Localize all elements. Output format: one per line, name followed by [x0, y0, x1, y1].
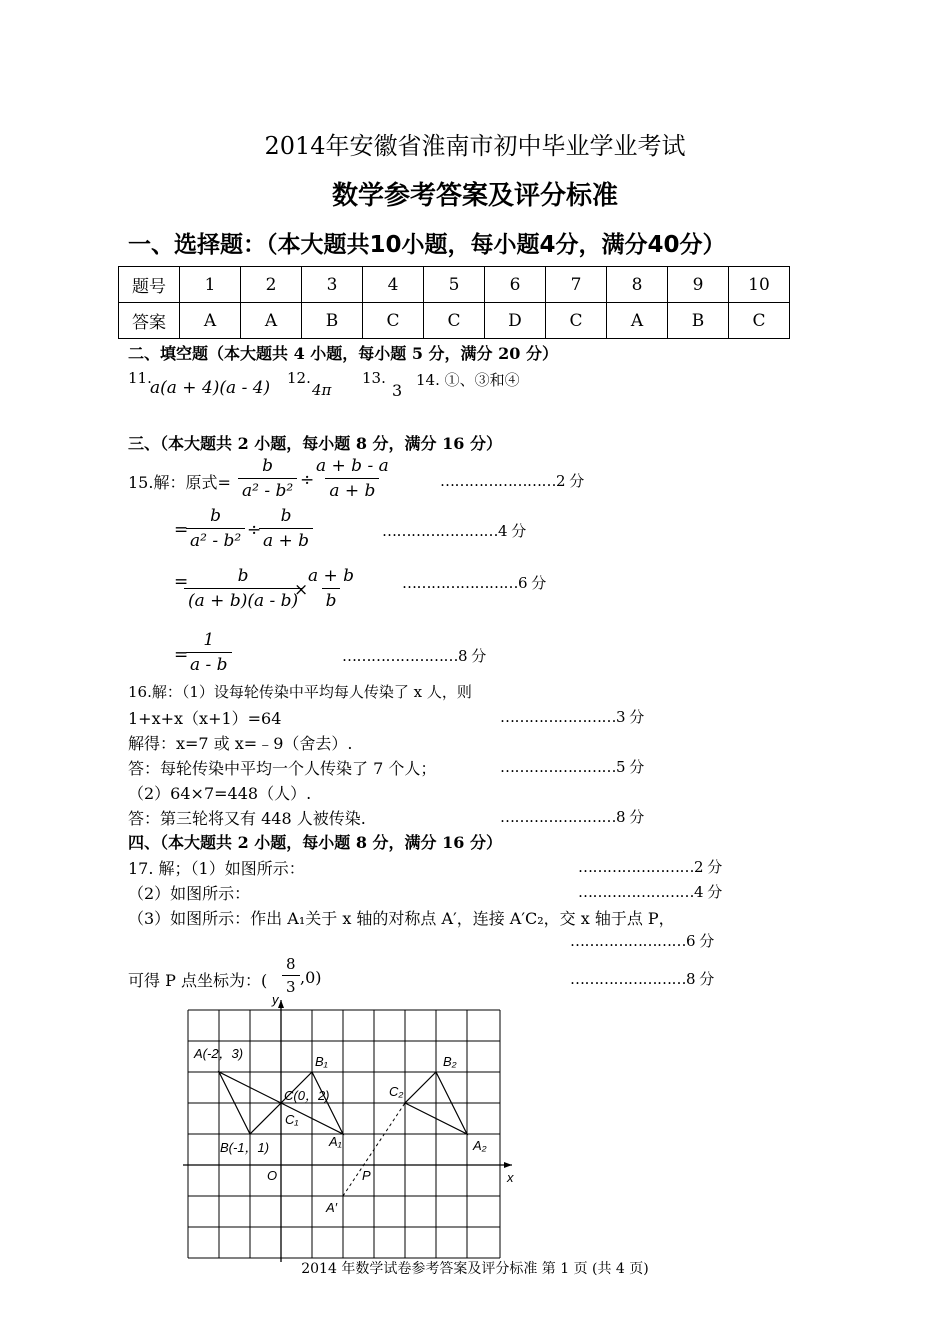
q15-score3: ……………………6 分 [402, 574, 546, 592]
question-number: 3 [302, 267, 363, 303]
q16-score-c: ……………………8 分 [500, 808, 644, 826]
answer-cell: C [363, 303, 424, 339]
q17-line2: （2）如图所示： [128, 884, 251, 903]
section1-heading: 一、选择题：（本大题共10小题，每小题4分，满分40分） [128, 232, 726, 258]
q12-label: 12. [287, 369, 311, 387]
point-c-label: C(0，2) [284, 1088, 330, 1103]
denominator: (a + b)(a - b) [184, 588, 302, 611]
q15-score4: ……………………8 分 [342, 647, 486, 665]
q16-line4: 答：每轮传染中平均一个人传染了 7 个人； [128, 759, 437, 778]
point-b1-label: B₁ [315, 1054, 328, 1069]
answer-cell: A [607, 303, 668, 339]
score-text: 3 分 [616, 708, 644, 726]
q15-score2: ……………………4 分 [382, 522, 526, 540]
point-p-label: P [362, 1168, 371, 1183]
answer-row [119, 303, 790, 339]
score-text: 8 分 [458, 647, 486, 665]
q17-score-d: ……………………8 分 [570, 970, 714, 988]
answer-cell: A [180, 303, 241, 339]
section2-heading: 二、填空题（本大题共 4 小题，每小题 5 分，满分 20 分） [128, 344, 558, 363]
denominator: a² - b² [238, 478, 297, 501]
q16-score-a: ……………………3 分 [500, 708, 644, 726]
question-number: 4 [363, 267, 424, 303]
denominator: a² - b² [186, 528, 245, 551]
q13-label: 13. [362, 369, 386, 387]
q15-score1: ……………………2 分 [440, 472, 584, 490]
q16-line1: 16.解：（1）设每轮传染中平均每人传染了 x 人，则 [128, 683, 472, 701]
origin-label: O [267, 1168, 278, 1183]
q16-line2: 1+x+x（x+1）=64 [128, 709, 282, 728]
q15-intro: 15.解：原式= [128, 473, 231, 492]
denominator: a - b [186, 652, 232, 675]
q16-line6: 答：第三轮将又有 448 人被传染. [128, 809, 366, 828]
point-a2-label: A₂ [473, 1138, 487, 1153]
q17-line1: 17. 解；（1）如图所示： [128, 859, 305, 878]
q17-score-c: ……………………6 分 [570, 932, 714, 950]
q15-l4-frac1 [186, 630, 232, 675]
numerator: 1 [203, 630, 215, 650]
page-footer: 2014 年数学试卷参考答案及评分标准 第 1 页 (共 4 页) [301, 1261, 649, 1277]
q14-answer: 14. ①、③和④ [416, 371, 520, 389]
q15-l3-frac1 [184, 566, 302, 611]
question-number: 2 [241, 267, 302, 303]
q17-score-b: ……………………4 分 [578, 883, 722, 901]
row-label-answer: 答案 [119, 303, 180, 339]
q17-line4-suffix: ,0) [300, 968, 322, 987]
answer-cell: C [546, 303, 607, 339]
answer-cell: C [729, 303, 790, 339]
x-arrow-icon [504, 1162, 512, 1168]
score-text: 5 分 [616, 758, 644, 776]
point-a-label: A(-2，3) [194, 1046, 244, 1061]
numerator: b [262, 456, 274, 476]
x-axis-label: x [507, 1170, 514, 1185]
denominator: b [322, 588, 341, 611]
score-text: 6 分 [686, 932, 714, 950]
score-text: 2 分 [556, 472, 584, 490]
q15-l2-frac1 [186, 506, 245, 551]
section3-heading: 三、（本大题共 2 小题，每小题 8 分，满分 16 分） [128, 434, 502, 453]
q17-score-a: ……………………2 分 [578, 858, 722, 876]
q17-line4-prefix: 可得 P 点坐标为：( [128, 971, 268, 990]
q12-answer: 4π [312, 381, 332, 399]
y-axis-label: y [272, 992, 279, 1007]
answer-cell: C [424, 303, 485, 339]
question-number: 6 [485, 267, 546, 303]
q15-l2-frac2 [259, 506, 313, 551]
equals-sign: = [174, 645, 189, 665]
q11-answer: a(a + 4)(a - 4) [150, 378, 271, 398]
section4-heading: 四、（本大题共 2 小题，每小题 8 分，满分 16 分） [128, 833, 502, 852]
answer-cell: A [241, 303, 302, 339]
numerator: b [237, 566, 249, 586]
q15-l1-frac1 [238, 456, 297, 501]
axes [183, 1000, 512, 1262]
q15-l3-frac2 [304, 566, 358, 611]
q16-line5: （2）64×7=448（人）. [128, 784, 312, 803]
score-text: 4 分 [498, 522, 526, 540]
question-number: 1 [180, 267, 241, 303]
question-number: 5 [424, 267, 485, 303]
q13-answer: 3 [392, 381, 403, 400]
numerator: a + b - a [316, 456, 389, 476]
question-number: 7 [546, 267, 607, 303]
answer-key-title: 数学参考答案及评分标准 [331, 181, 618, 211]
y-arrow-icon [278, 1000, 284, 1008]
point-b2-label: B₂ [443, 1054, 457, 1069]
q16-score-b: ……………………5 分 [500, 758, 644, 776]
coordinate-figure [180, 990, 520, 1265]
question-number: 10 [729, 267, 790, 303]
denominator: a + b [259, 528, 313, 551]
divide-op: ÷ [247, 520, 262, 540]
question-number: 8 [607, 267, 668, 303]
question-row [119, 267, 790, 303]
denominator: 3 [282, 975, 300, 996]
numerator: b [210, 506, 222, 526]
score-text: 8 分 [686, 970, 714, 988]
answer-cell: B [668, 303, 729, 339]
q15-l1-frac2 [312, 456, 393, 501]
score-text: 6 分 [518, 574, 546, 592]
answer-table [118, 266, 790, 339]
point-a1-label: A₁ [329, 1134, 342, 1149]
numerator: 8 [286, 955, 296, 973]
point-c1-label: C₁ [285, 1112, 299, 1127]
row-label-question: 题号 [119, 267, 180, 303]
divide-op: ÷ [300, 470, 315, 490]
equals-sign: = [174, 520, 189, 540]
q16-line3: 解得：x=7 或 x=﹣9（舍去）. [128, 734, 353, 753]
q11-label: 11. [128, 369, 152, 387]
numerator: b [280, 506, 292, 526]
denominator: a + b [325, 478, 379, 501]
answer-cell: B [302, 303, 363, 339]
q17-line3: （3）如图所示：作出 A₁关于 x 轴的对称点 A′，连接 A′C₂，交 x 轴于点 P， [128, 909, 675, 928]
score-text: 8 分 [616, 808, 644, 826]
answer-cell: D [485, 303, 546, 339]
point-b-label: B(-1，1) [220, 1140, 270, 1155]
equals-sign: = [174, 572, 189, 592]
point-c2-label: C₂ [389, 1084, 404, 1099]
exam-title: 2014年安徽省淮南市初中毕业学业考试 [264, 132, 686, 160]
times-op: × [294, 580, 309, 600]
numerator: a + b [308, 566, 355, 586]
point-aprime-label: A′ [326, 1200, 338, 1215]
score-text: 4 分 [694, 883, 722, 901]
score-text: 2 分 [694, 858, 722, 876]
question-number: 9 [668, 267, 729, 303]
